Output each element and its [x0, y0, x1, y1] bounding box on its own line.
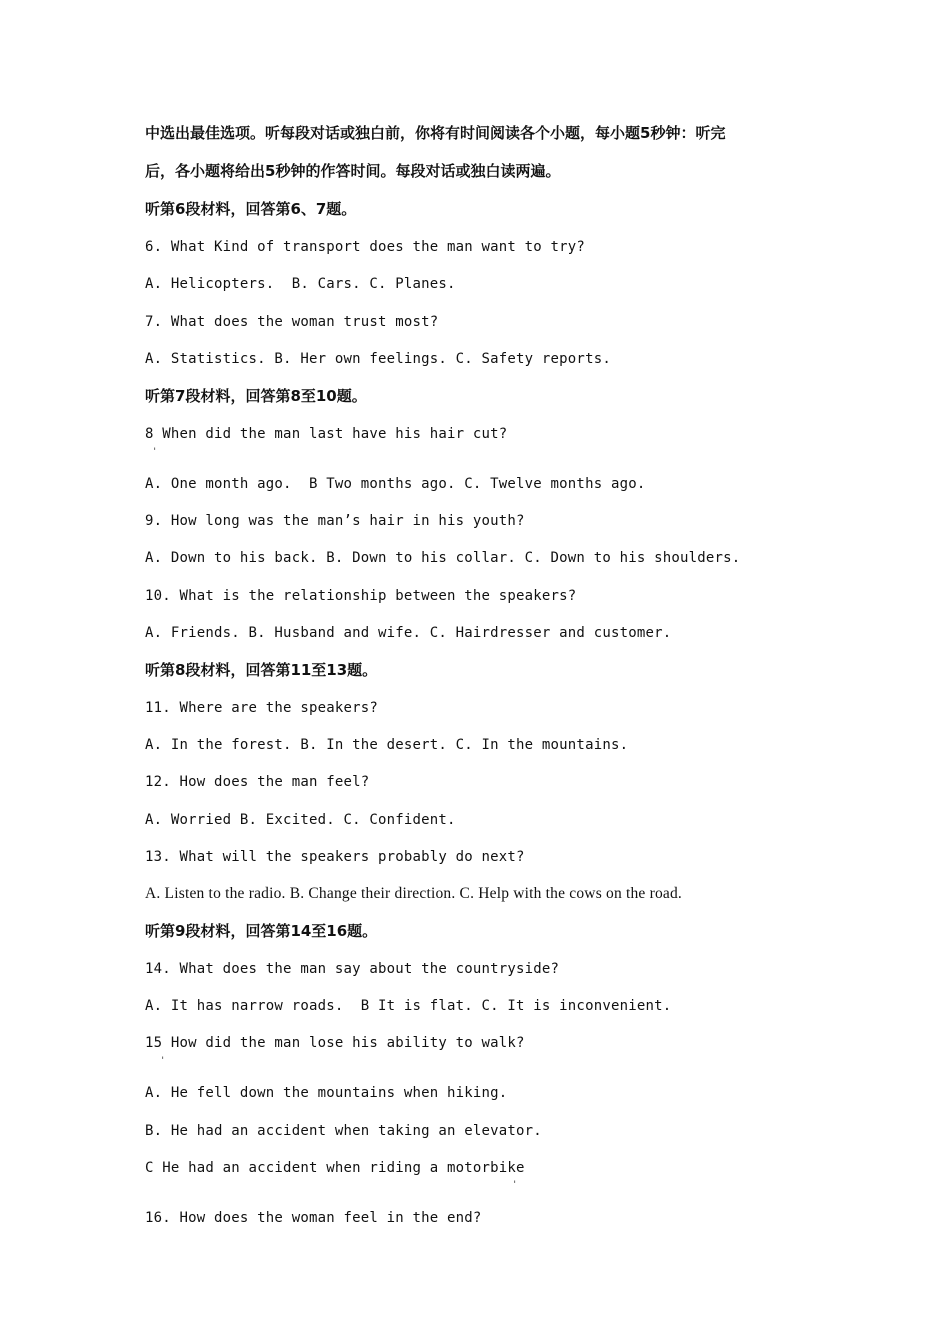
question-12: 12. How does the man feel? [145, 774, 370, 790]
question-9: 9. How long was the man’s hair in his youth? [145, 513, 525, 529]
question-10: 10. What is the relationship between the speakers? [145, 588, 577, 604]
section-heading-6: 听第6段材料，回答第6、7题。 [145, 200, 357, 218]
scan-mark: ' [512, 1180, 518, 1190]
instructions-line-2: 后，各小题将给出5秒钟的作答时间。每段对话或独白读两遍。 [145, 162, 561, 180]
question-15: 15 How did the man lose his ability to walk? [145, 1035, 525, 1051]
question-14: 14. What does the man say about the countryside? [145, 961, 560, 977]
options-9: A. Down to his back. B. Down to his collar. C. Down to his shoulders. [145, 550, 741, 566]
options-12: A. Worried B. Excited. C. Confident. [145, 812, 456, 828]
instructions-line-1: 中选出最佳选项。听每段对话或独白前，你将有时间阅读各个小题，每小题5秒钟：听完 [145, 124, 726, 142]
options-6: A. Helicopters. B. Cars. C. Planes. [145, 276, 456, 292]
scan-mark: ' [160, 1056, 166, 1066]
scan-mark: ' [152, 447, 158, 457]
question-11: 11. Where are the speakers? [145, 700, 378, 716]
section-heading-7: 听第7段材料，回答第8至10题。 [145, 387, 367, 405]
question-13: 13. What will the speakers probably do next? [145, 849, 525, 865]
question-6: 6. What Kind of transport does the man want to try? [145, 239, 586, 255]
question-8: 8 When did the man last have his hair cut? [145, 426, 508, 442]
section-heading-9: 听第9段材料，回答第14至16题。 [145, 922, 378, 940]
option-15-a: A. He fell down the mountains when hiking. [145, 1085, 508, 1101]
options-10: A. Friends. B. Husband and wife. C. Hairdresser and customer. [145, 625, 672, 641]
question-16: 16. How does the woman feel in the end? [145, 1210, 482, 1226]
section-heading-8: 听第8段材料，回答第11至13题。 [145, 661, 378, 679]
question-7: 7. What does the woman trust most? [145, 314, 439, 330]
options-13: A. Listen to the radio. B. Change their direction. C. Help with the cows on the road. [145, 885, 682, 902]
options-11: A. In the forest. B. In the desert. C. In the mountains. [145, 737, 629, 753]
option-15-b: B. He had an accident when taking an elevator. [145, 1123, 542, 1139]
options-14: A. It has narrow roads. B It is flat. C. It is inconvenient. [145, 998, 672, 1014]
option-15-c: C He had an accident when riding a motorbike [145, 1160, 525, 1176]
options-7: A. Statistics. B. Her own feelings. C. Safety reports. [145, 351, 611, 367]
options-8: A. One month ago. B Two months ago. C. Twelve months ago. [145, 476, 646, 492]
